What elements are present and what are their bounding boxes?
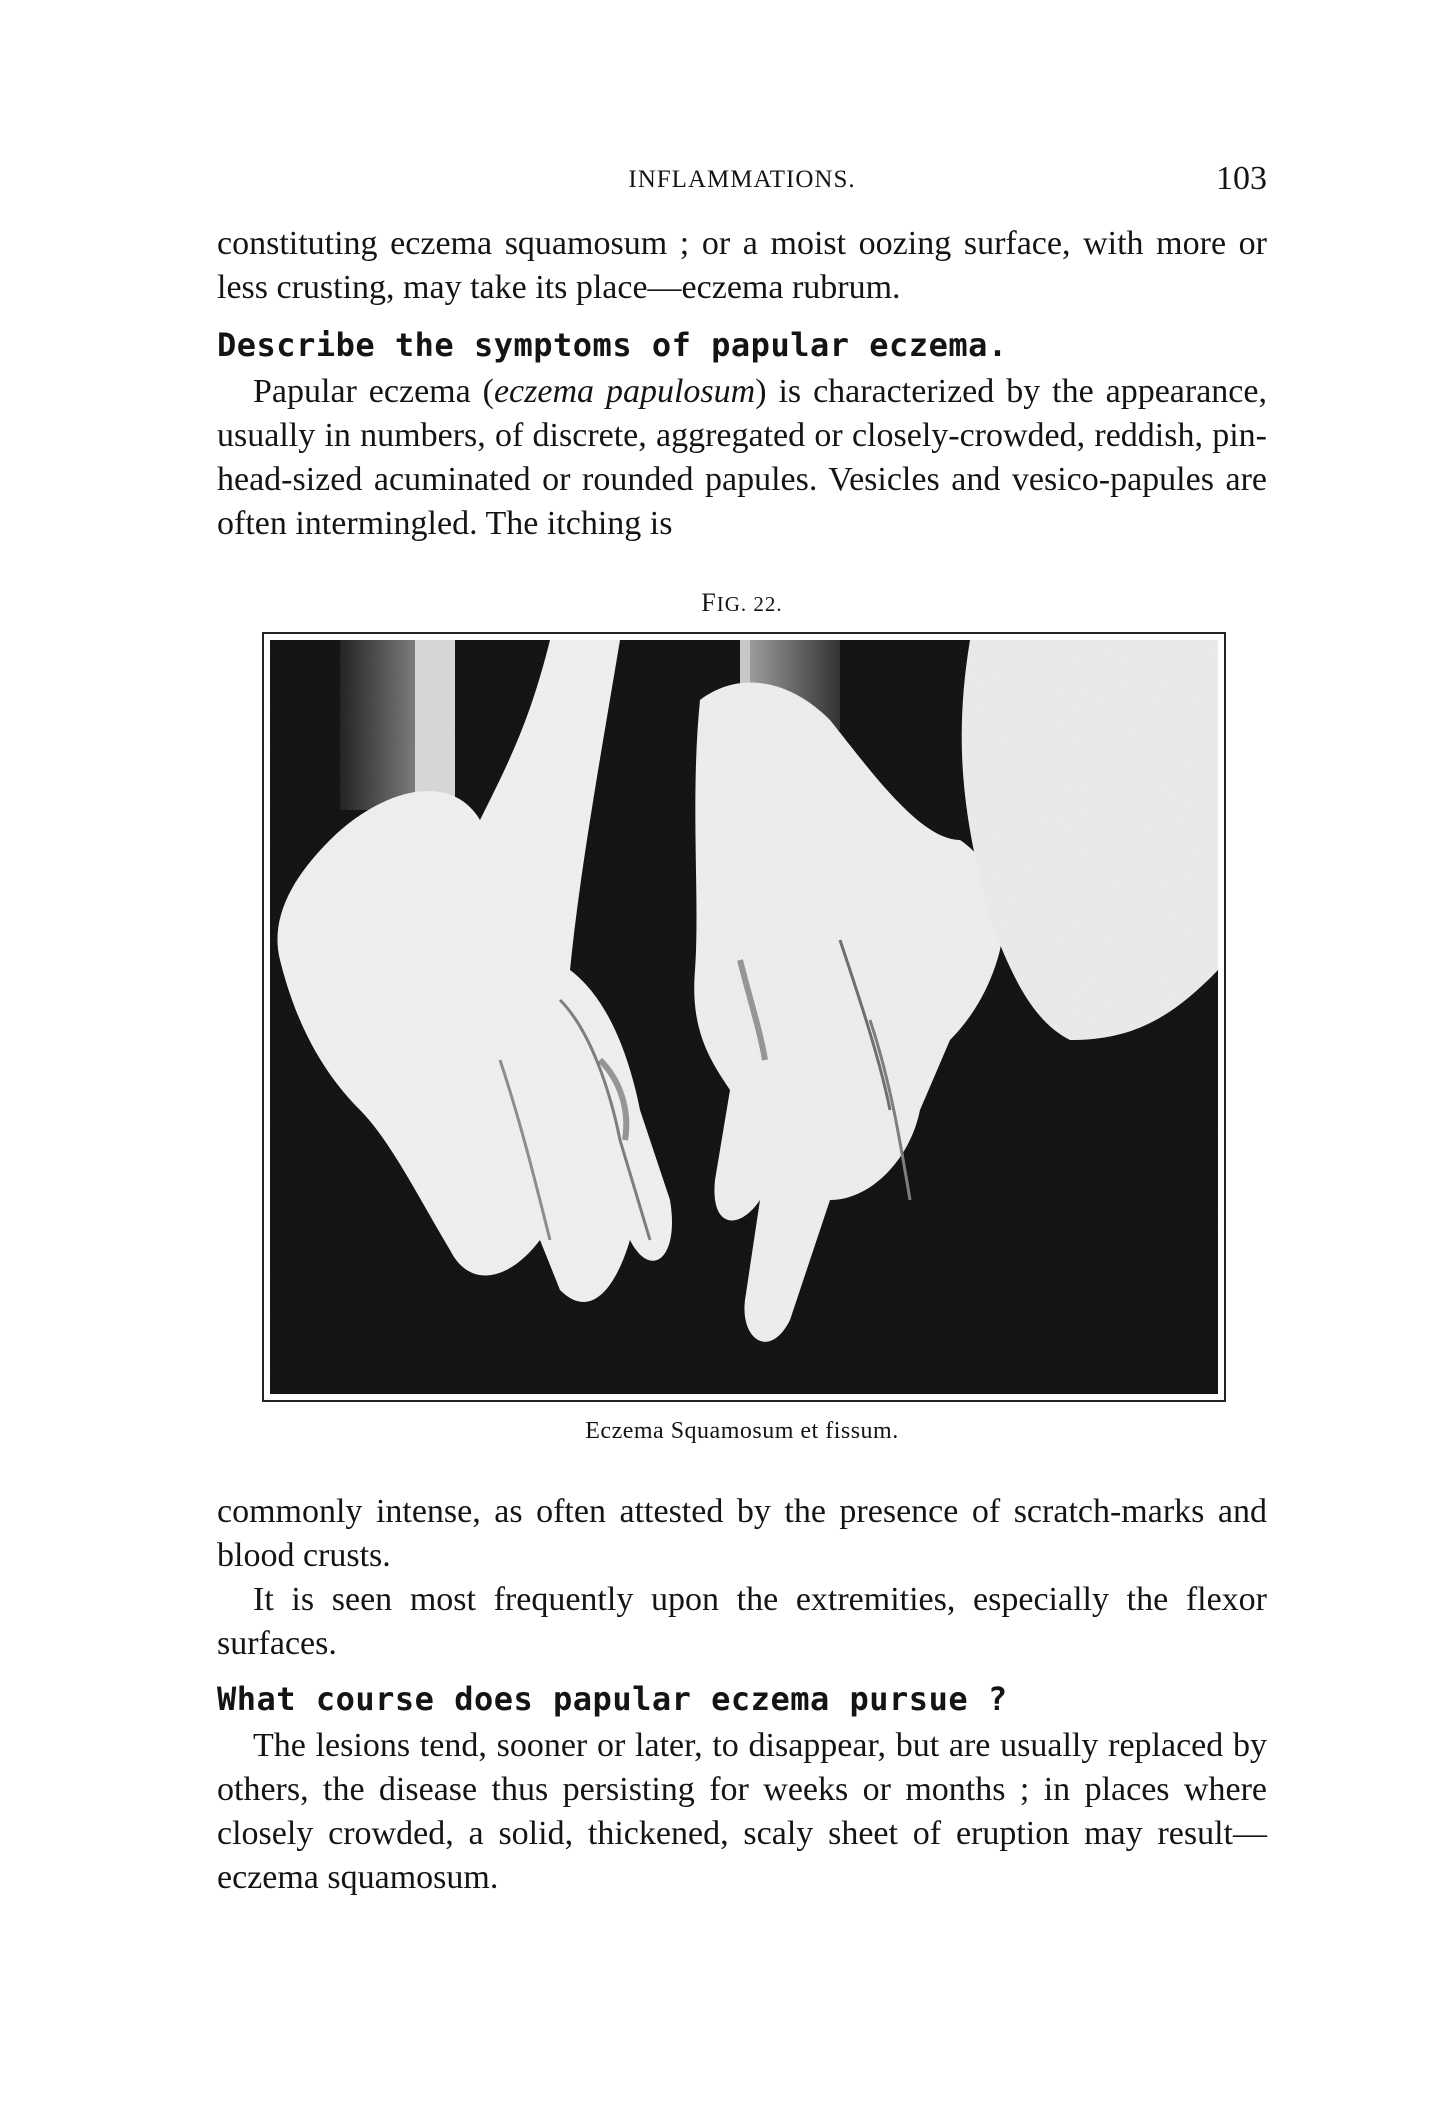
running-head: INFLAMMATIONS. xyxy=(628,166,856,193)
figure-caption: Eczema Squamosum et fissum. xyxy=(585,1418,899,1444)
figure-label-initial: F xyxy=(701,588,717,617)
latin-term: eczema papulosum xyxy=(493,373,756,410)
section-heading-course: What course does papular eczema pursue ? xyxy=(217,1680,1008,1718)
page-header xyxy=(217,160,1267,210)
course-paragraph: The lesions tend, sooner or later, to disappear, but are usually replaced by others, the disease thus persisting for weeks or months ; in places where closely crowded, a solid, thickened, scaly sheet of eruption may result—eczema squamosum. xyxy=(217,1727,1267,1896)
figure-label xyxy=(217,588,1267,618)
extremities-paragraph: It is seen most frequently upon the extremities, especially the flexor surfaces. xyxy=(217,1581,1267,1662)
section-heading-symptoms: Describe the symptoms of papular eczema. xyxy=(217,326,1008,364)
figure-photograph xyxy=(262,632,1226,1402)
figure-label-rest: IG. 22. xyxy=(716,592,783,616)
page-number: 103 xyxy=(1216,160,1267,197)
intro-paragraph: constituting eczema squamosum ; or a moist oozing surface, with more or less crusting, may take its place—eczema rubrum. xyxy=(217,225,1267,306)
papular-eczema-paragraph xyxy=(217,370,1267,546)
paragraph-text-end: ) is characterized by the appearance, usually in numbers, of discrete, aggregated or closely-crowded, reddish, pin-head-sized acuminated or rounded papules. Vesicles and vesico-papules are often intermingled. The itching is xyxy=(217,373,1267,542)
paragraph-text-start: Papular eczema ( xyxy=(253,373,494,410)
continuation-paragraph: commonly intense, as often attested by the presence of scratch-marks and blood crusts. xyxy=(217,1493,1267,1574)
hands-photograph xyxy=(270,640,1218,1394)
